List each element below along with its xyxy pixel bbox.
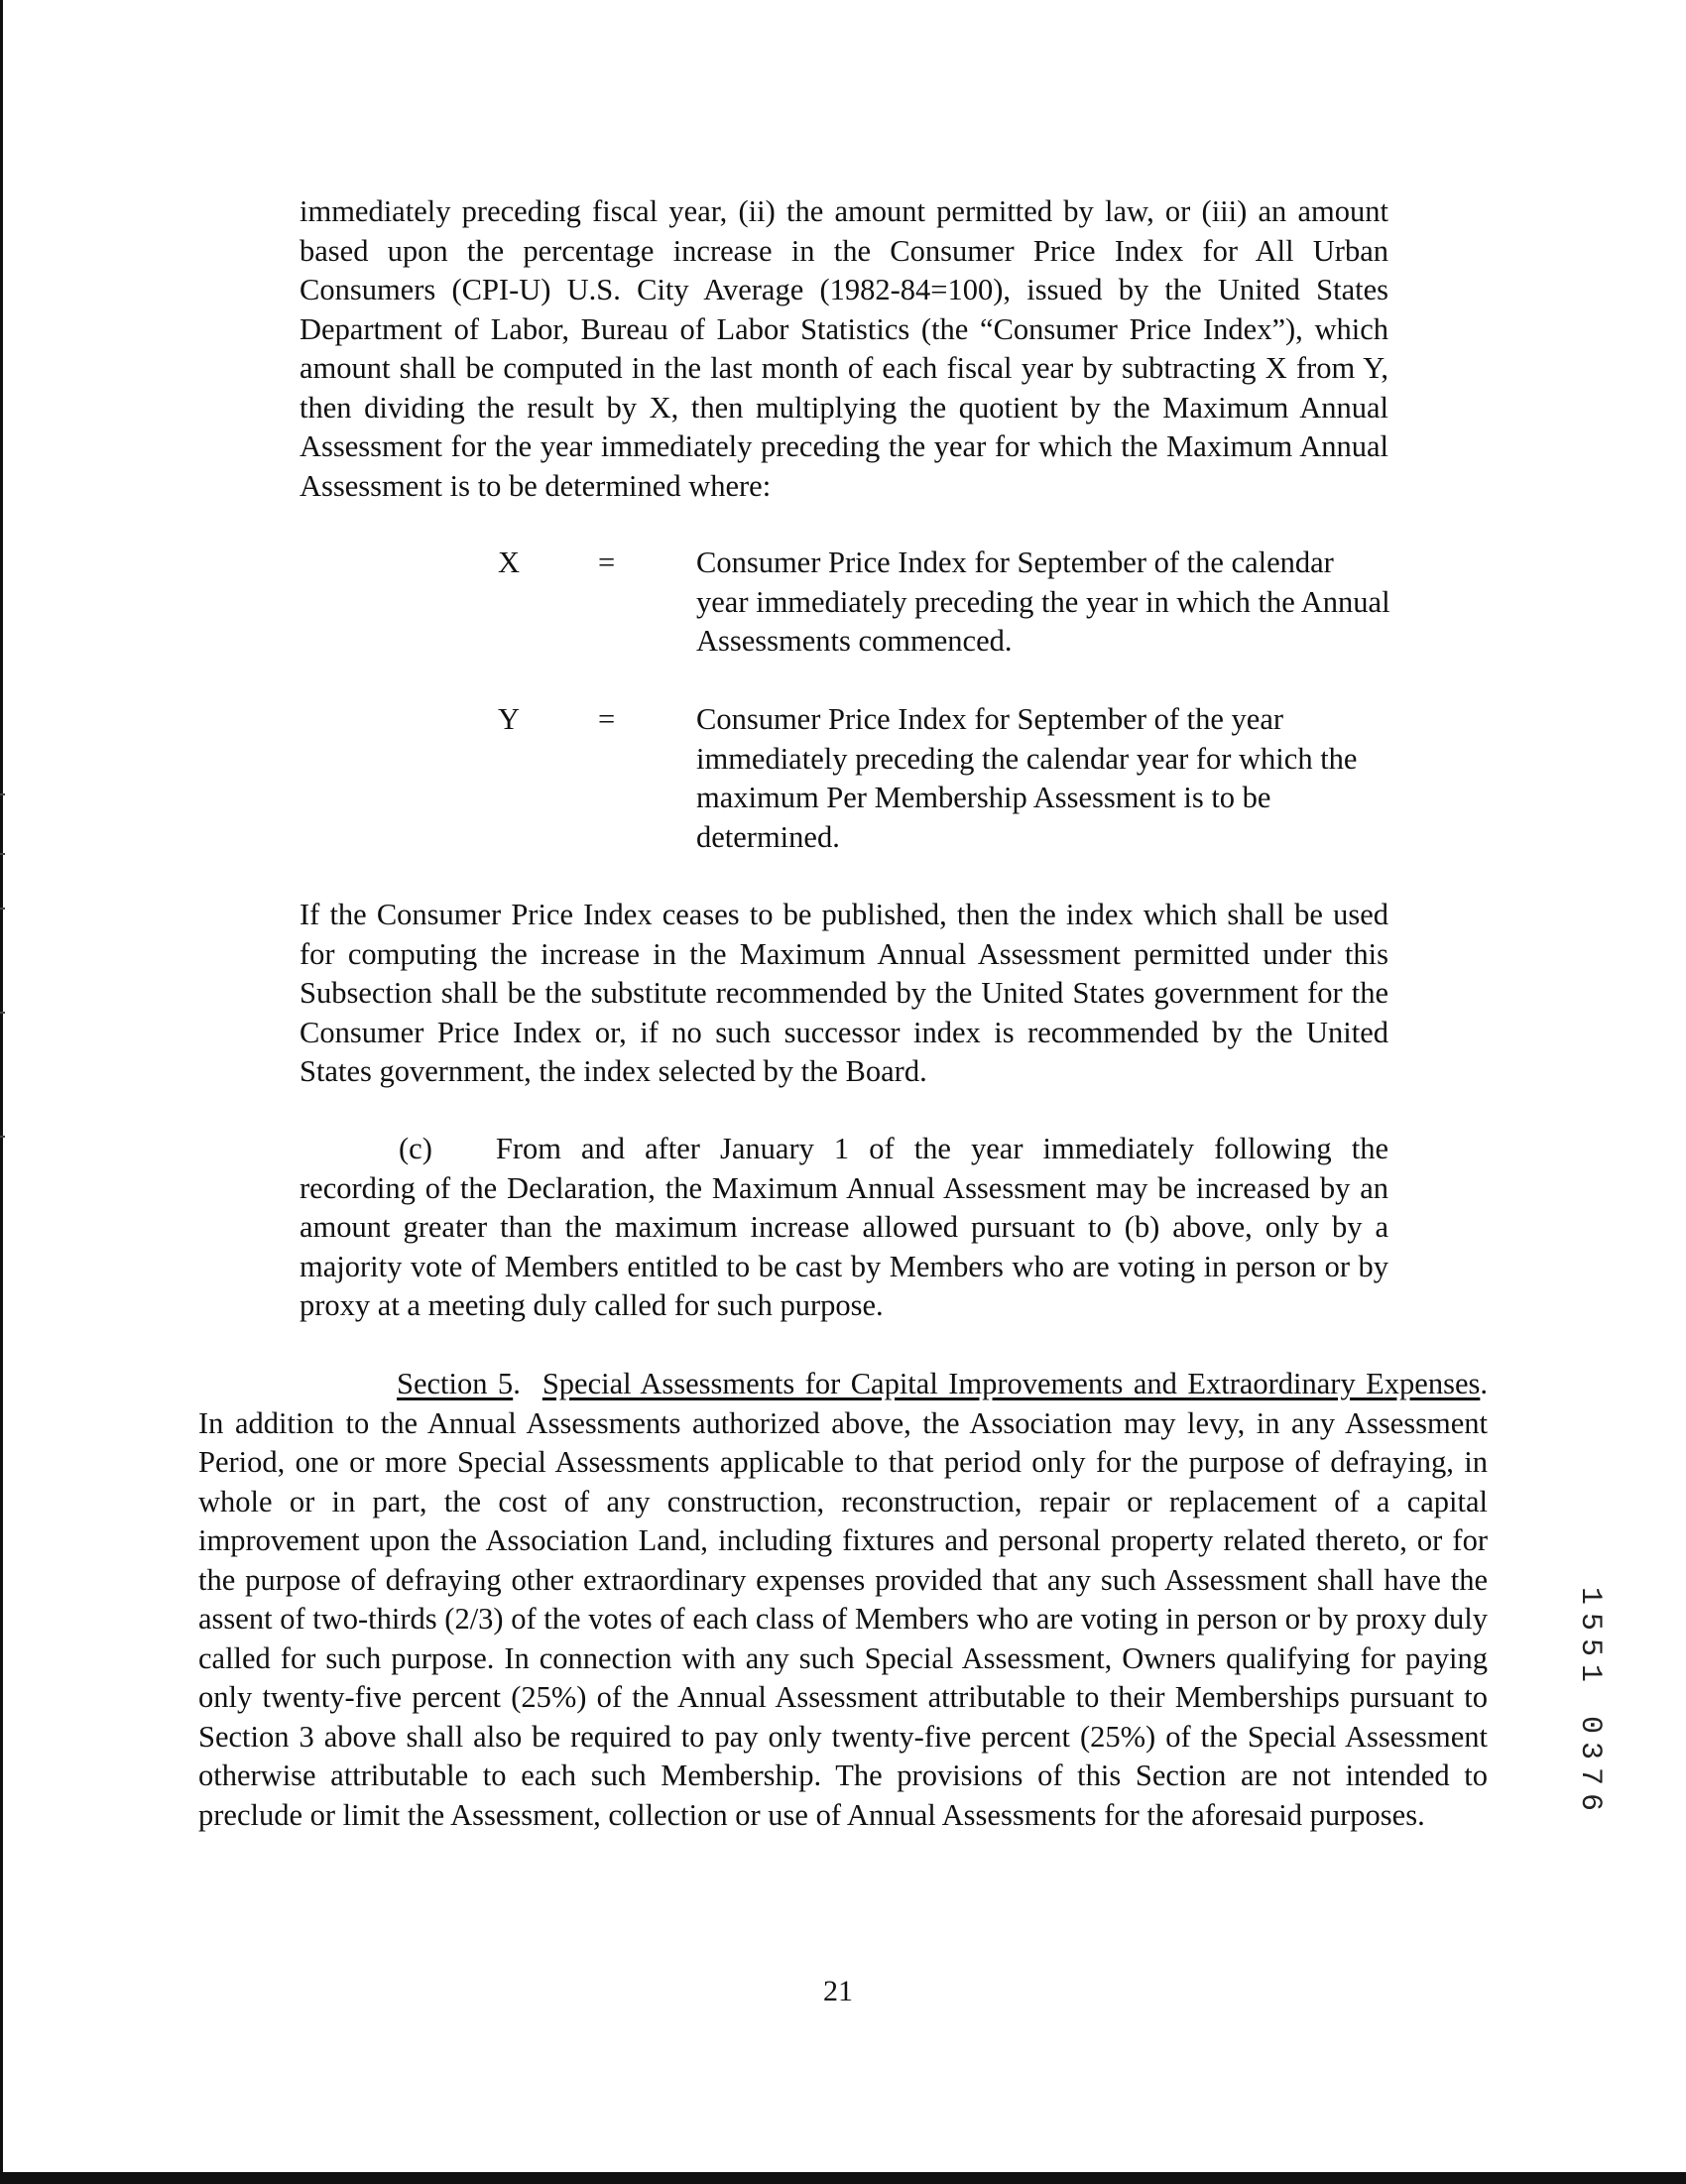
cpi-paragraph: immediately preceding fiscal year, (ii) the amount permitted by law, or (iii) an amount based upon the percentage increase in the Consumer Price Index for All Urban Consumers (CPI-U) U.S. City Average (1982-84=100), issued by the United States Department of Labor, Bureau of Labor Statistics (the “Consumer Price Index”), which amount shall be computed in the last month of each fiscal year by subtracting X from Y, then dividing the result by X, then multiplying the quotient by the Maximum Annual Assessment for the year immediately preceding the year for which the Maximum Annual Assessment is to be determined where: [300,194,1388,503]
section-5-heading: Special Assessments for Capital Improvements and Extraordinary Expenses [542,1367,1481,1400]
scan-mark [0,853,5,855]
page-number: 21 [823,1975,853,2007]
section-5-number: Section 5 [397,1367,514,1400]
section-5-paragraph: Section 5. Special Assessments for Capital Improvements and Extraordinary Expenses. In addition to the Annual Assessments authorized above, the Association may levy, in any Assessment Period, one or more Special Assessments applicable to that period only for the purpose of defraying, in whole or in part, the cost of any construction, reconstruction, repair or replacement of a capital improvement upon the Association Land, including fixtures and personal property related thereto, or for the purpose of defraying other extraordinary expenses provided that any such Assessment shall have the assent of two-thirds (2/3) of the votes of each class of Members who are voting in person or by proxy duly called for such purpose. In connection with any such Special Assessment, Owners qualifying for paying only twenty-five percent (25%) of the Annual Assessment attributable to their Memberships pursuant to Section 3 above shall also be required to pay only twenty-five percent (25%) of the Special Assessment otherwise attributable to each such Membership. The provisions of this Section are not intended to preclude or limit the Assessment, collection or use of Annual Assessments for the aforesaid purposes. [198,1367,1488,1832]
successor-index-paragraph: If the Consumer Price Index ceases to be published, then the index which shall be used for computing the increase in the Maximum Annual Assessment permitted under this Subsection shall be the substitute recommended by the United States government for the Consumer Price Index or, if no such successor index is recommended by the United States government, the index selected by the Board. [300,898,1388,1088]
scan-mark [0,1012,5,1014]
definition-x-text: Consumer Price Index for September of the calendar year immediately preceding the year in which the Annual Assessments commenced. [696,546,1390,658]
scan-left-edge [0,0,3,2184]
subsection-c-label: (c) [399,1132,432,1165]
section-5-text: In addition to the Annual Assessments authorized above, the Association may levy, in any Assessment Period, one or more Special Assessments applicable to that period only for the purpose of defraying, in whole or in part, the cost of any construction, reconstruction, repair or replacement of a capital improvement upon the Association Land, including fixtures and personal property related thereto, or for the purpose of defraying other extraordinary expenses provided that any such Assessment shall have the assent of two-thirds (2/3) of the votes of each class of Members who are voting in person or by proxy duly called for such purpose. In connection with any such Special Assessment, Owners qualifying for paying only twenty-five percent (25%) of the Annual Assessment attributable to their Memberships pursuant to Section 3 above shall also be required to pay only twenty-five percent (25%) of the Special Assessment otherwise attributable to each such Membership. The provisions of this Section are not intended to preclude or limit the Assessment, collection or use of Annual Assessments for the aforesaid purposes. [198,1405,1488,1832]
definition-y-text: Consumer Price Index for September of the year immediately preceding the calendar year for which the maximum Per Membership Assessment is to be determined. [696,702,1358,854]
subsection-c-text: From and after January 1 of the year immediately following the recording of the Declaration, the Maximum Annual Assessment may be increased by an amount greater than the maximum increase allowed pursuant to (b) above, only by a majority vote of Members entitled to be cast by Members who are voting in person or by proxy at a meeting duly called for such purpose. [300,1132,1388,1322]
scan-mark [0,793,5,795]
subsection-c-paragraph [300,1130,1388,1326]
recording-stamp: 1551 0376 [1573,1587,1607,1820]
definition-x-variable: X [498,546,521,579]
definition-y-equals: = [598,702,616,736]
scan-bottom-edge [0,2172,1686,2184]
scan-mark [0,1136,5,1138]
definition-x-equals: = [598,546,616,579]
scan-mark [0,908,5,910]
definition-y-variable: Y [498,702,521,736]
